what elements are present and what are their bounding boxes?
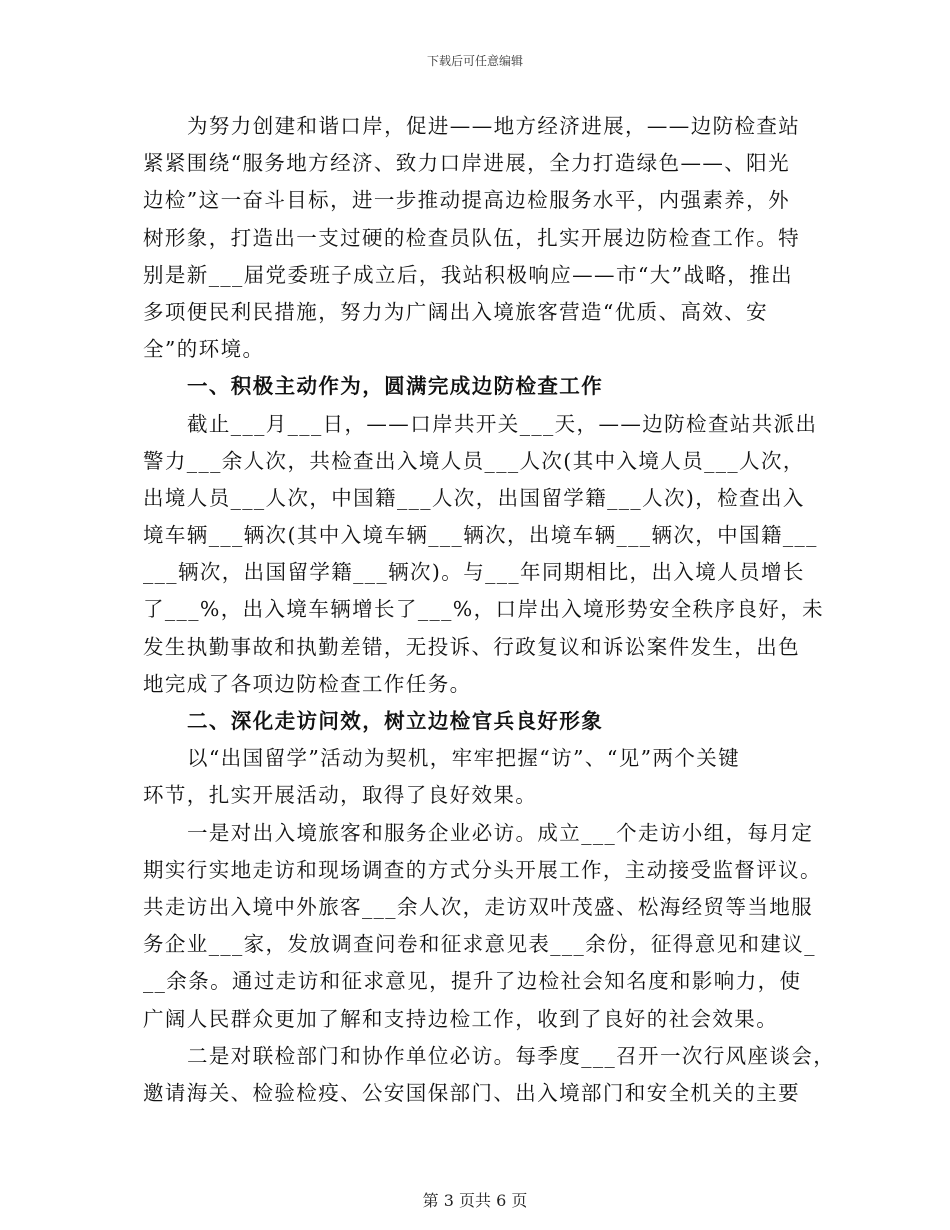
text-line: 环节，扎实开展活动，取得了良好效果。 [143,783,538,808]
text-line: __余条。通过走访和征求意见，提升了边检社会知名度和影响力，使 [143,969,802,994]
text-line: 广阔人民群众更加了解和支持边检工作，收到了良好的社会效果。 [143,1006,779,1031]
text-line: 一是对出入境旅客和服务企业必访。成立___个走访小组，每月定 [187,820,814,845]
text-line: 树形象，打造出一支过硬的检查员队伍，扎实开展边防检查工作。特 [143,225,800,250]
text-line: 为努力创建和谐口岸，促进——地方经济进展，——边防检查站 [187,114,801,138]
section-heading: 二、深化走访问效，树立边检官兵良好形象 [187,709,604,733]
text-line: 警力___余人次，共检查出入境人员___人次(其中入境人员___人次， [143,448,805,473]
text-line: 多项便民利民措施，努力为广阔出入境旅客营造“优质、高效、安 [143,299,769,324]
text-line: 期实行实地走访和现场调查的方式分头开展工作，主动接受监督评议。 [143,857,822,882]
text-line: 出境人员___人次，中国籍___人次，出国留学籍___人次)，检查出入 [143,485,805,510]
text-line: 发生执勤事故和执勤差错，无投诉、行政复议和诉讼案件发生，出色 [143,634,800,659]
text-line: 截止___月___日，——口岸共开关___天，——边防检查站共派出 [187,411,818,436]
text-line: 务企业___家，发放调查问卷和征求意见表___余份，征得意见和建议_ [143,932,816,957]
page-header: 下载后可任意编辑 [426,54,523,68]
text-line: ___辆次，出国留学籍___辆次)。与___年同期相比，出入境人员增长 [143,560,805,585]
text-line: 以“出国留学”活动为契机，牢牢把握“访”、“见”两个关键 [187,746,741,771]
text-line: 地完成了各项边防检查工作任务。 [143,671,472,696]
text-line: 共走访出入境中外旅客___余人次，走访双叶茂盛、松海经贸等当地服 [143,894,814,919]
text-line: 了___%，出入境车辆增长了___%，口岸出入境形势安全秩序良好，未 [143,597,825,622]
text-line: 二是对联检部门和协作单位必访。每季度___召开一次行风座谈会， [187,1043,836,1068]
text-line: 别是新___届党委班子成立后，我站积极响应——市“大”战略，推出 [143,262,794,287]
page-footer: 第 3 页共 6 页 [422,1191,528,1210]
text-line: 境车辆___辆次(其中入境车辆___辆次，出境车辆___辆次，中国籍___ [143,523,818,548]
text-line: 紧紧围绕“服务地方经济、致力口岸进展，全力打造绿色——、阳光 [143,151,790,176]
section-heading: 一、积极主动作为，圆满完成边防检查工作 [187,374,604,399]
text-line: 全”的环境。 [143,337,265,362]
text-line: 邀请海关、检验检疫、公安国保部门、出入境部门和安全机关的主要 [143,1080,800,1105]
document-body [143,108,836,1112]
text-line: 边检”这一奋斗目标，进一步推动提高边检服务水平，内强素养，外 [143,188,790,213]
